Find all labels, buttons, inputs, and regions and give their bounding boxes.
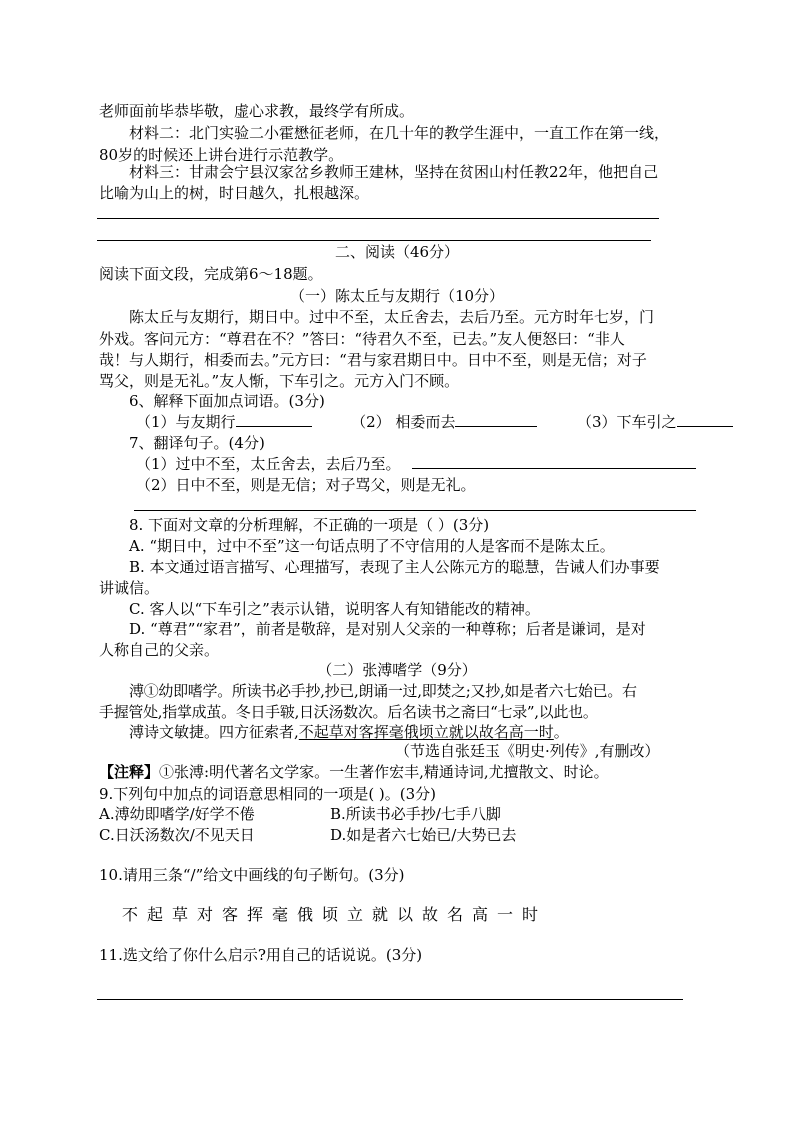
q8-option-d-line-2: 人称自己的父亲。 — [99, 641, 220, 659]
passage-two-source: （节选自张廷玉《明史·列传》,有删改） — [395, 742, 660, 760]
answer-line[interactable] — [97, 999, 683, 1000]
material-three-line-2: 比喻为山上的树，时日越久，扎根越深。 — [99, 184, 370, 202]
q6-blank-1[interactable] — [236, 412, 312, 427]
question-7-item-2: （2）日中不至，则是无信；对子骂父，则是无礼。 — [136, 476, 476, 494]
question-11: 11.选文给了你什么启示?用自己的话说说。(3分) — [99, 946, 423, 964]
q6-item-3: （3）下车引之 — [576, 413, 677, 431]
q9-option-b: B.所读书必手抄/七手八脚 — [330, 805, 501, 823]
q9-option-a: A.溥幼即嗜学/好学不倦 — [99, 805, 255, 823]
passage-two-line-3-end: 。 — [553, 723, 569, 741]
q8-option-b-line-1: B. 本文通过语言描写、心理描写，表现了主人公陈元方的聪慧，告诫人们办事要 — [129, 558, 660, 576]
question-7-item-1: （1）过中不至，太丘舍去，去后乃至。 — [136, 455, 401, 473]
question-6: 6、解释下面加点词语。(3分) — [129, 392, 325, 410]
q6-blank-2[interactable] — [455, 412, 537, 427]
answer-line[interactable] — [97, 240, 651, 241]
question-7: 7、翻译句子。(4分) — [129, 434, 265, 452]
q8-option-a: A. “期日中，过中不至”这一句话点明了不守信用的人是客而不是陈太丘。 — [129, 537, 615, 555]
material-three-line-1: 材料三：甘肃会宁县汉家岔乡教师王建林，坚持在贫困山村任教22年，他把自己 — [129, 163, 659, 181]
question-9: 9.下列句中加点的词语意思相同的一项是( )。(3分) — [99, 785, 437, 803]
answer-line[interactable] — [412, 468, 696, 469]
question-8: 8. 下面对文章的分析理解，不正确的一项是（ ）(3分) — [129, 516, 490, 534]
passage-one-line-3: 哉！与人期行，相委而去。”元方曰：“君与家君期日中。日中不至，则是无信；对子 — [99, 351, 647, 369]
annotation-label: 【注释】 — [99, 763, 160, 781]
q6-item-1: （1）与友期行 — [136, 413, 236, 431]
material-two-line-1: 材料二：北门实验二小霍懋征老师，在几十年的教学生涯中，一直工作在第一线， — [129, 124, 670, 142]
passage-one-line-1: 陈太丘与友期行，期日中。过中不至，太丘舍去，去后乃至。元方时年七岁，门 — [129, 308, 655, 326]
passage-one-line-4: 骂父，则是无礼。”友人惭，下车引之。元方入门不顾。 — [99, 372, 460, 390]
passage-one-title: （一）陈太丘与友期行（10分） — [289, 287, 505, 305]
passage-two-line-1: 溥①幼即嗜学。所读书必手抄,抄已,朗诵一过,即焚之;又抄,如是者六七始已。右 — [129, 682, 637, 700]
material-one-tail: 老师面前毕恭毕敬，虚心求教，最终学有所成。 — [99, 102, 415, 120]
material-two-line-2: 80岁的时候还上讲台进行示范教学。 — [99, 146, 344, 164]
q6-item-2: （2） 相委而去 — [351, 413, 456, 431]
q9-option-d: D.如是者六七始已/大势已去 — [330, 826, 517, 844]
passage-two-title: （二）张溥嗜学（9分） — [317, 661, 477, 679]
annotation-text: ①张溥:明代著名文学家。一生著作宏丰,精通诗词,尤擅散文、时论。 — [159, 763, 609, 781]
q6-blank-3[interactable] — [677, 412, 733, 427]
passage-two-line-2: 手握管处,指掌成茧。冬日手皲,日沃汤数次。后名读书之斋曰“七录”,以此也。 — [99, 703, 598, 721]
section-two-title: 二、阅读（46分） — [334, 243, 460, 261]
annotation — [99, 762, 609, 782]
answer-line[interactable] — [134, 510, 696, 511]
q8-option-d-line-1: D. “尊君”“家君”，前者是敬辞，是对别人父亲的一种尊称；后者是谦词，是对 — [129, 620, 646, 638]
q8-option-b-line-2: 讲诚信。 — [99, 579, 160, 597]
reading-instructions: 阅读下面文段，完成第6～18题。 — [99, 265, 323, 283]
passage-two-line-3 — [129, 722, 569, 742]
passage-one-line-2: 外戏。客问元方：“尊君在不？”答曰：“待君久不至，已去。”友人便怒曰：“非人 — [99, 330, 625, 348]
underlined-sentence: 不起草对客挥毫俄顷立就以故名高一时 — [298, 723, 554, 741]
question-10: 10.请用三条“/”给文中画线的句子断句。(3分) — [99, 866, 405, 884]
q8-option-c: C. 客人以“下车引之”表示认错，说明客人有知错能改的精神。 — [129, 600, 540, 618]
passage-two-line-3-start: 溥诗文敏捷。四方征索者, — [129, 723, 299, 741]
question-6-items — [136, 412, 733, 432]
q10-sentence: 不起草对客挥毫俄顷立就以故名高一时 — [122, 905, 548, 924]
answer-line[interactable] — [97, 218, 659, 219]
q9-option-c: C.日沃汤数次/不见天日 — [99, 826, 255, 844]
